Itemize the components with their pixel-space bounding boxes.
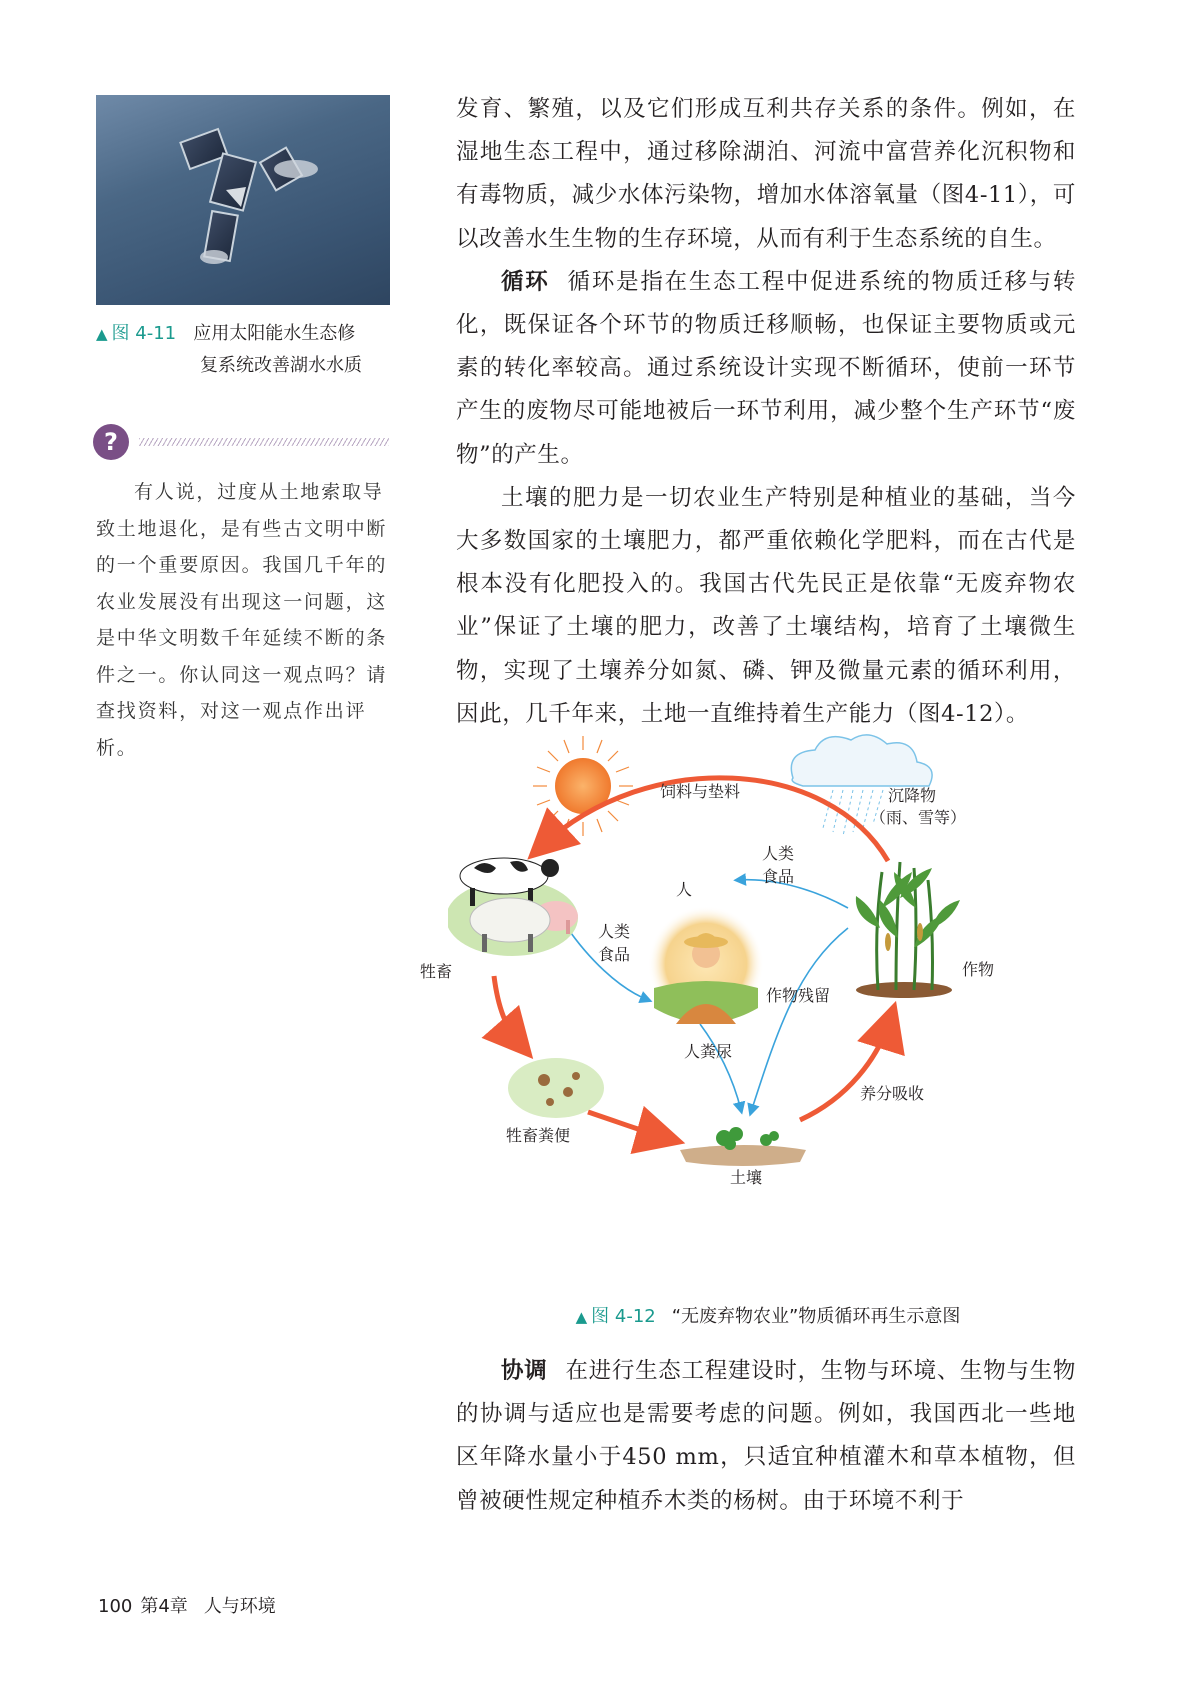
- label-manure: 牲畜粪便: [506, 1126, 571, 1145]
- cycle-diagram-graphic: [448, 728, 1088, 1288]
- page-number: 100: [98, 1596, 133, 1617]
- manure-to-soil-arrow: [588, 1112, 666, 1138]
- paragraph-4: [456, 1350, 1076, 1523]
- figure-number: 图 4-12: [591, 1306, 656, 1327]
- label-crop-residue: 作物残留: [766, 986, 831, 1005]
- label-human-food-left-1: 人类: [598, 922, 631, 941]
- label-livestock: 牲畜: [420, 962, 453, 981]
- question-icon: ?: [93, 424, 129, 460]
- main-text-top: [456, 88, 1076, 736]
- label-crop: 作物: [962, 960, 995, 979]
- keyword-coordination: 协调: [501, 1358, 548, 1384]
- side-figure-caption: [96, 318, 396, 381]
- label-soil: 土壤: [730, 1168, 763, 1187]
- label-human-food-left-2: 食品: [598, 945, 631, 964]
- label-person: 人: [676, 880, 693, 899]
- livestock-illustration: [448, 858, 578, 956]
- chapter-title: 人与环境: [203, 1596, 276, 1617]
- label-feed: 饲料与垫料: [660, 782, 741, 801]
- manure-illustration: [508, 1058, 604, 1118]
- hatch-divider: [139, 438, 389, 446]
- paragraph-3: 土壤的肥力是一切农业生产特别是种植业的基础，当今大多数国家的土壤肥力，都严重依赖化学肥料，而在古代是根本没有化肥投入的。我国古代先民正是依靠“无废弃物农业”保证了土壤的肥力，改善了土壤结构，培育了土壤微生物，实现了土壤养分如氮、磷、钾及微量元素的循环利用，因此，几千年来，土地一直维持着生产能力（图4-12）。: [456, 484, 1076, 727]
- solar-water-restoration-photo: [96, 95, 390, 305]
- paragraph-4-text: 在进行生态工程建设时，生物与环境、生物与生物的协调与适应也是需要考虑的问题。例如，我国西北一些地区年降水量小于450 mm，只适宜种植灌木和草本植物，但曾被硬性规定种植乔木类的杨树。由于环境不利于: [456, 1358, 1077, 1514]
- crop-illustration: [856, 862, 960, 998]
- side-figure-caption-line2: 复系统改善湖水水质: [200, 355, 362, 376]
- chapter-number: 第4章: [140, 1596, 188, 1617]
- paragraph-2: [456, 261, 1076, 477]
- farmer-illustration: [648, 906, 764, 1024]
- side-figure-number: 图 4-11: [111, 323, 177, 344]
- paragraph-1: 发育、繁殖，以及它们形成互利共存关系的条件。例如，在湿地生态工程中，通过移除湖泊、河流中富营养化沉积物和有毒物质，减少水体污染物，增加水体溶氧量（图4-11），可以改善水生生物的生存环境，从而有利于生态系统的自生。: [456, 96, 1076, 252]
- page-footer: [98, 1592, 276, 1618]
- main-text-bottom: [456, 1350, 1076, 1523]
- label-human-waste: 人粪尿: [684, 1042, 733, 1061]
- crop-residue-arrow: [751, 928, 848, 1112]
- cycle-diagram: [420, 728, 1088, 1288]
- manure-arrow: [494, 976, 520, 1044]
- sun-icon: [533, 736, 633, 836]
- label-nutrient-absorb: 养分吸收: [860, 1084, 925, 1103]
- human-waste-arrow: [700, 1024, 741, 1110]
- label-precip-2: （雨、雪等）: [870, 808, 967, 827]
- label-human-food-top-1: 人类: [762, 844, 795, 863]
- nutrient-arrow: [800, 1020, 890, 1120]
- triangle-marker-icon: ▲: [575, 1308, 588, 1326]
- paragraph-2-text: 循环是指在生态工程中促进系统的物质迁移与转化，既保证各个环节的物质迁移顺畅，也保证主要物质或元素的转化率较高。通过系统设计实现不断循环，使前一环节产生的废物尽可能地被后一环节利用，减少整个生产环节“废物”的产生。: [456, 268, 1076, 468]
- side-figure-caption-line1: 应用太阳能水生态修: [193, 323, 356, 344]
- label-precip-1: 沉降物: [888, 786, 937, 805]
- soil-illustration: [680, 1127, 806, 1166]
- solar-raft-illustration: [96, 95, 390, 305]
- think-box-header: [93, 424, 393, 460]
- figure-title: “无废弃物农业”物质循环再生示意图: [671, 1306, 961, 1327]
- figure-caption: [448, 1302, 1088, 1328]
- think-box-text: 有人说，过度从土地索取导致土地退化，是有些古文明中断的一个重要原因。我国几千年的农业发展没有出现这一问题，这是中华文明数千年延续不断的条件之一。你认同这一观点吗？请查找资料，对这一观点作出评析。: [96, 481, 388, 759]
- label-human-food-top-2: 食品: [762, 867, 795, 886]
- keyword-cycle: 循环: [501, 268, 550, 295]
- triangle-marker-icon: ▲: [96, 325, 108, 343]
